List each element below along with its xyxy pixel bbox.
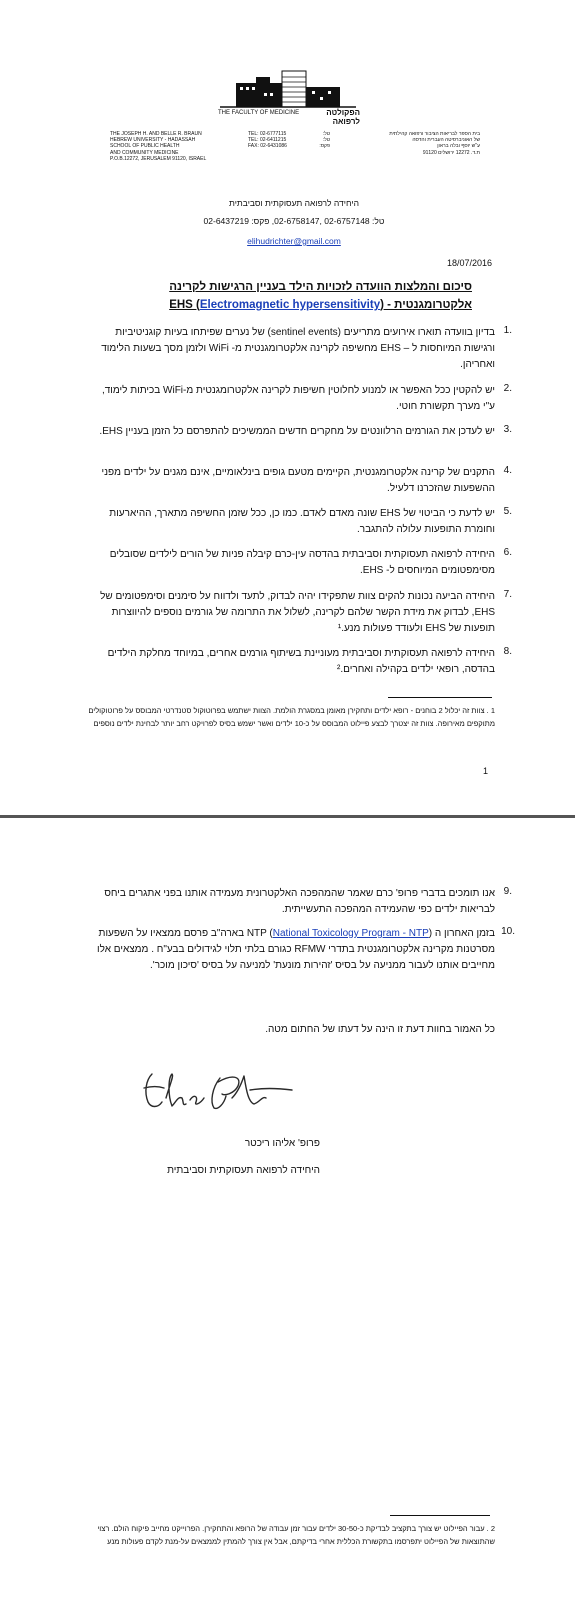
item-number: 3. bbox=[503, 424, 512, 435]
university-building-logo bbox=[220, 69, 356, 109]
list-item bbox=[95, 589, 512, 637]
item-number: 8. bbox=[503, 646, 512, 657]
item-number: 2. bbox=[503, 383, 512, 394]
item-text: אנו תומכים בדברי פרופ' כרם שאמר שהמהפכה האלקטרונית מעמידה אותנו בפני אתגרים ביחס לבריאות ילדים כפי שהעמידה המהפכה התעשייתית. bbox=[104, 888, 495, 915]
item-text: בדיון בוועדה תוארו אירועים מתריעים (sentinel events) של נערים שפיתחו בעיות קוגניטיביות ורגישות המיוחסות ל – EHS מחשיפה לקרינה אלקטרומגנטית מ- WiFi ולזמן מסך בשעות הלימוד ואחריהן. bbox=[101, 327, 495, 370]
list-item bbox=[95, 926, 515, 974]
item-text bbox=[95, 926, 495, 974]
ntp-link[interactable]: National Toxicology Program - NTP bbox=[272, 928, 429, 939]
heading-line-2 bbox=[140, 296, 472, 314]
item-text: יש להקטין ככל האפשר או למנוע לחלוטין חשיפות לקרינה אלקטרומגנטית מ-WiFi בכיתות לימוד, ע"י מערך תקשורת חוטי. bbox=[101, 385, 495, 412]
item-number: 6. bbox=[503, 547, 512, 558]
list-item bbox=[95, 886, 512, 918]
signer-unit: היחידה לרפואה תעסוקתית וסביבתית bbox=[167, 1165, 320, 1176]
item-text-after: ) בארה"ב פרסם ממצאיו על השפעות מסרטנות מקרינה אלקטרומגנטית בתדרי RFMW כגורם בלתי תלוי לגידולים בבע"ח . ממצאים אלו מחייבים אותנו לעבור ממניעה על בסיס 'זהירות מונעת' למניעה על בסיס 'סיכון מוכר'. bbox=[97, 928, 495, 971]
letterhead-line: ע"ש יוסף ובלה בראון bbox=[437, 143, 480, 150]
letterhead-line: AND COMMUNITY MEDICINE bbox=[110, 149, 179, 156]
list-item bbox=[95, 424, 512, 440]
letterhead-line: THE JOSEPH H. AND BELLE R. BRAUN bbox=[110, 131, 202, 137]
list-item bbox=[95, 646, 512, 678]
footnote-2: 2 . עבור הפיילוט יש צורך בתקציב לבדיקת כ-30-50 ילדים עבור זמן עבודה של הרופא והתחקירן. הפרוייקט מחייב פיקוח הולם. רצוי שהתוצאות של הפיילוט יתפרסמו בתקשורת הכללית אחרי בדיקתם, אבל אין צורך להמתין לממצאים על-מנת לקדם פעולות מנע bbox=[97, 1524, 495, 1546]
document-heading bbox=[140, 278, 472, 314]
heading-line-2-he: אלקטרומגנטית - EHS ( bbox=[169, 299, 472, 311]
list-item bbox=[95, 547, 512, 579]
list-item bbox=[95, 325, 512, 373]
faculty-name-en: THE FACULTY OF MEDICINE bbox=[218, 110, 300, 116]
item-text: התקנים של קרינה אלקטרומגנטית, הקיימים מטעם גופים בינלאומיים, אינם מגנים על ילדים מפני ההשפעות שהזכרנו דלעיל. bbox=[101, 467, 495, 494]
letterhead-right bbox=[340, 131, 480, 156]
list-item bbox=[95, 465, 512, 497]
footnote-1: 1 . צוות זה יכלול 2 בוחנים - רופא ילדים ותחקירן מאומן במסגרת הולמת. הצוות ישתמש בפרוטוקול סטנדרטי המבוסס על פרוטוקולים מתוקפים מאירופה. צוות זה יצטרך לבצע פיילוט המבוסס על כ-10 ילדים ואשר ישמש בסיס לפרויקט רחב יותר לבחינת ילדים נוספים bbox=[88, 706, 495, 728]
letterhead-line: HEBREW UNIVERSITY - HADASSAH bbox=[110, 137, 196, 144]
item-number: 5. bbox=[503, 506, 512, 517]
item-text: היחידה הביעה נכונות להקים צוות שתפקידו יהיה לבדוק, לתעד ולדווח על סימנים וסימפטומים של EHS, לבדוק את מידת הקשר שלהם לקרינה, לשלול את התרומה של גורמים נוספים להיווצרות תופעות של EHS ולעודד פעולות מנע.¹ bbox=[100, 591, 495, 634]
letterhead-line: P.O.B.12272, JERUSALEM 91120, ISRAEL bbox=[110, 155, 207, 162]
letterhead-left bbox=[110, 131, 240, 162]
heading-line-2-close: ) bbox=[380, 299, 384, 311]
letterhead-line: SCHOOL OF PUBLIC HEALTH bbox=[110, 143, 180, 150]
item-text: יש לעדכן את הגורמים הרלוונטים על מחקרים חדשים הממשיכים להתפרסם כל הזמן בעניין EHS. bbox=[99, 426, 495, 437]
list-item bbox=[95, 383, 512, 415]
letterhead-line: בית הספר לבריאות הציבור ורפואה קהילתית bbox=[389, 131, 480, 137]
unit-title: היחידה לרפואה תעסוקתית וסביבתית bbox=[229, 198, 359, 208]
contact-line: טל: 02-6757148 ,02-6758147, פקס: 02-6437219 bbox=[203, 216, 385, 226]
signer-name: פרופ' אליהו ריכטר bbox=[244, 1138, 320, 1149]
handwritten-signature bbox=[138, 1068, 298, 1116]
page-2 bbox=[0, 818, 588, 1600]
item-number: 10. bbox=[501, 926, 515, 937]
heading-line-1: סיכום והמלצות הוועדה לזכויות הילד בעניין הרגישות לקרינה bbox=[169, 281, 472, 293]
phone-label: טל: bbox=[322, 137, 330, 144]
document-date: 18/07/2016 bbox=[446, 258, 492, 268]
item-number: 9. bbox=[503, 886, 512, 897]
phone-line: FAX: 02-6431086 bbox=[248, 143, 287, 150]
letterhead-line: של האוניברסיטה העברית והדסה bbox=[412, 137, 480, 144]
item-text-before: בזמן האחרון ה NTP ( bbox=[246, 928, 495, 939]
email-link[interactable]: elihudrichter@gmail.com bbox=[247, 236, 341, 246]
phone-label: טל: bbox=[322, 131, 330, 137]
item-number: 4. bbox=[503, 465, 512, 476]
item-text: היחידה לרפואה תעסוקתית וסביבתית בהדסה עין-כרם קיבלה פניות של הורים לילדים שסובלים מסימפטומים המיוחסים ל- EHS. bbox=[109, 549, 495, 576]
letterhead-phone-labels-he bbox=[310, 131, 330, 150]
item-text: היחידה לרפואה תעסוקתית וסביבתית מעוניינת בשיתוף גורמים אחרים, במיוחד מחלקת הילדים בהדסה, רופאי ילדים בקהילה ואחרים.² bbox=[107, 648, 495, 675]
page-number: 1 bbox=[483, 766, 489, 776]
footnote-divider bbox=[390, 1515, 490, 1516]
phone-line: TEL: 02-6411215 bbox=[248, 137, 287, 144]
phone-line: TEL: 02-6777115 bbox=[248, 131, 287, 137]
item-text: יש לדעת כי הביטוי של EHS שונה מאדם לאדם. כמו כן, ככל שזמן החשיפה מתארך, ההיארעות וחומרת התופעות עלולה להתגבר. bbox=[109, 508, 495, 535]
footnote-divider bbox=[388, 697, 492, 698]
letterhead-line: ת.ד. 12272 ירושלים 91120 bbox=[422, 149, 480, 156]
list-item bbox=[95, 506, 512, 538]
letterhead-phones bbox=[248, 131, 308, 150]
ehs-link[interactable]: Electromagnetic hypersensitivity bbox=[199, 299, 381, 311]
faculty-name-he: הפקולטה לרפואה bbox=[326, 108, 360, 126]
item-number: 7. bbox=[503, 589, 512, 600]
responsibility-statement: כל האמור בחוות דעת זו הינה על דעתו של החתום מטה. bbox=[265, 1024, 495, 1035]
phone-label: פקס: bbox=[319, 143, 330, 150]
item-number: 1. bbox=[503, 325, 512, 336]
